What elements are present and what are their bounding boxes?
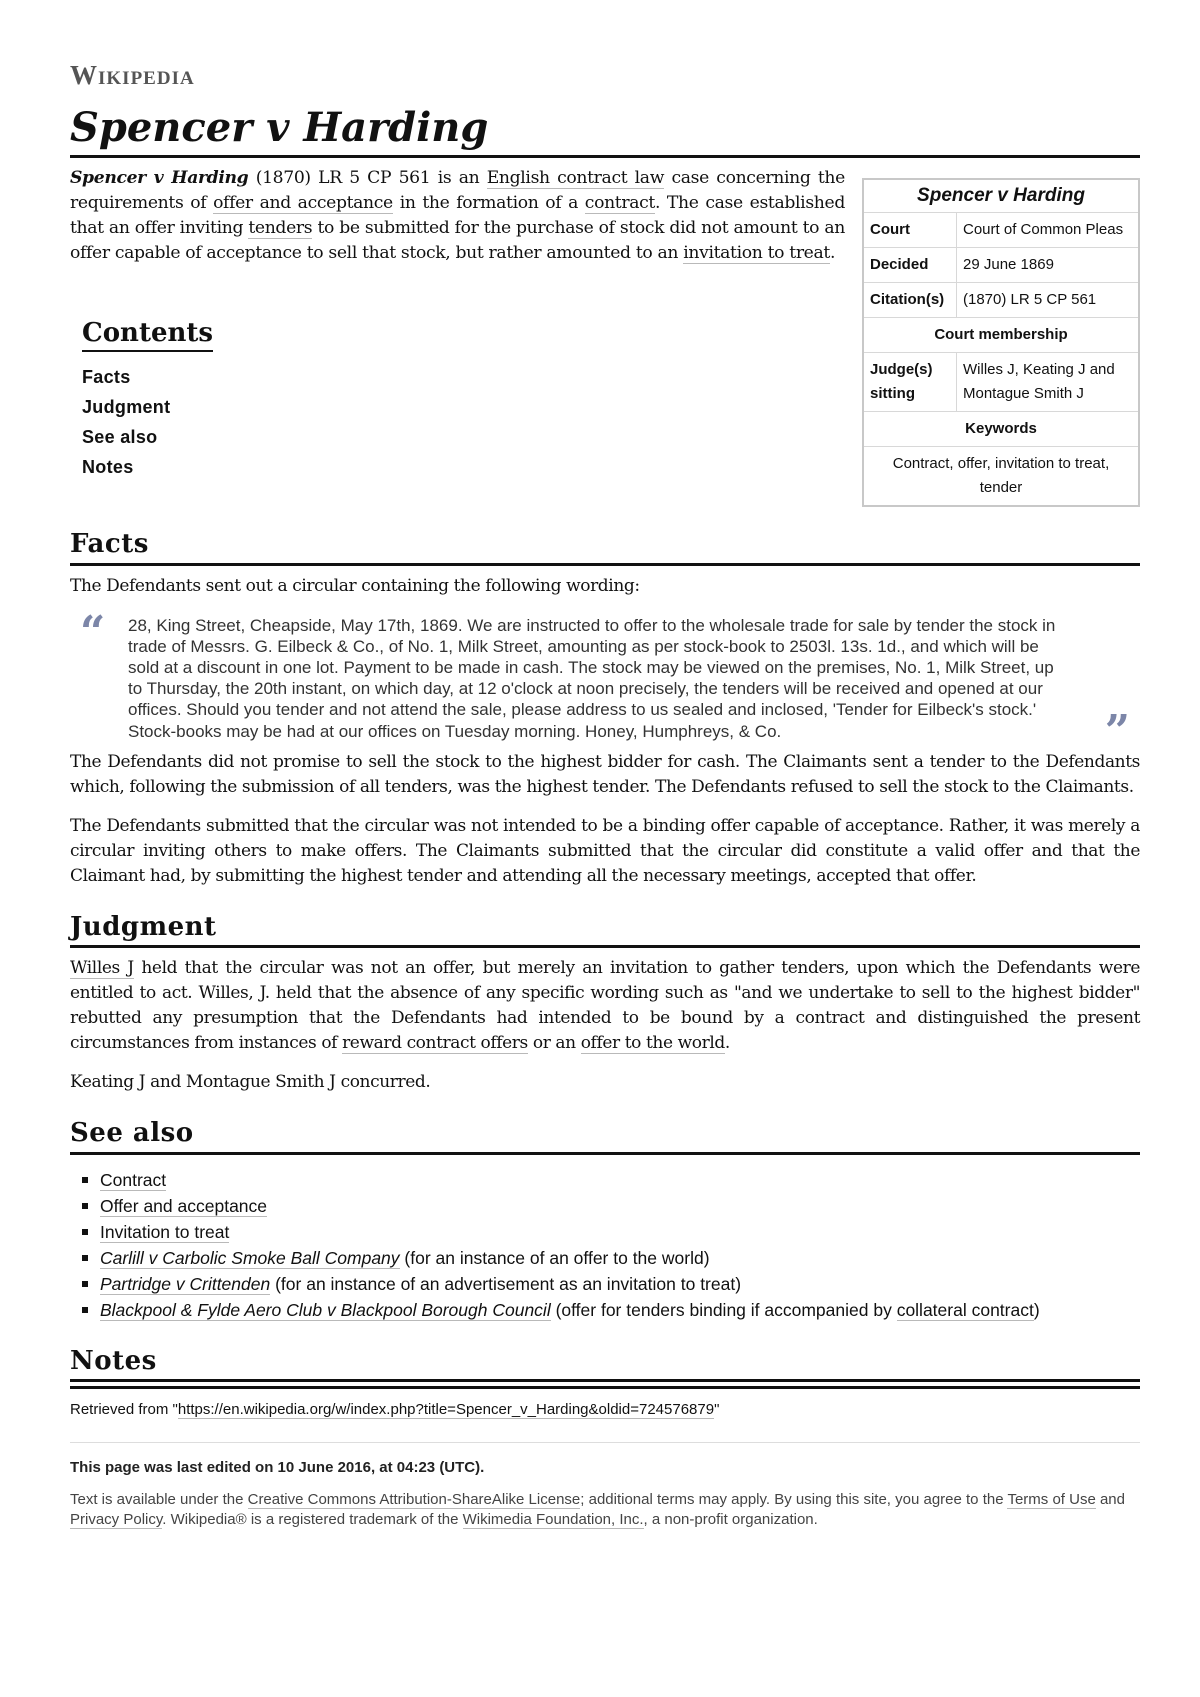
- case-infobox: [862, 178, 1140, 507]
- list-item: [70, 1297, 1140, 1323]
- link-reward-contract-offers[interactable]: reward contract offers: [342, 1033, 528, 1054]
- lead-text: (1870) LR 5 CP 561 is an: [248, 168, 487, 188]
- link-see-also-partridge[interactable]: Partridge v Crittenden: [100, 1273, 271, 1294]
- see-also-note-tail: ): [1033, 1299, 1040, 1320]
- license-fragment: , a non-profit organization.: [643, 1511, 818, 1529]
- link-offer-to-the-world[interactable]: offer to the world: [580, 1033, 725, 1054]
- circular-quote: [70, 606, 1140, 757]
- infobox-judges-value: Willes J, Keating J and Montague Smith J: [957, 353, 1140, 412]
- infobox-citation-label: Citation(s): [863, 283, 957, 318]
- link-see-also-offer-and-acceptance[interactable]: Offer and acceptance: [100, 1195, 268, 1216]
- list-item: [70, 1245, 1140, 1271]
- link-collateral-contract[interactable]: collateral contract: [896, 1299, 1034, 1320]
- link-terms-of-use[interactable]: Terms of Use: [1007, 1491, 1096, 1509]
- infobox-citation-value: (1870) LR 5 CP 561: [957, 283, 1140, 318]
- list-item: [70, 1271, 1140, 1297]
- facts-paragraph-1: The Defendants did not promise to sell the stock to the highest bidder for cash. The Claimants sent a tender to the Defendants which, following the submission of all tenders, was the highest tender. The Defendants refused to sell the stock to the Claimants.: [70, 751, 1140, 797]
- license-fragment: Text is available under the: [70, 1491, 248, 1509]
- license-fragment: . Wikipedia® is a registered trademark of the: [162, 1511, 463, 1529]
- judgment-text: held that the circular was not an offer, but merely an invitation to gather tenders, upon which the Defendants were entitled to act. Willes, J. held that the absence of any specific wording such as "and we undertake to sell to the highest bidder" rebutted any presumption that the Defendants had intended to be bound by a contract and distinguished the present circumstances from instances of: [70, 958, 1140, 1054]
- infobox-keywords-header: Keywords: [863, 412, 1139, 447]
- link-see-also-contract[interactable]: Contract: [100, 1169, 167, 1190]
- judgment-heading: Judgment: [70, 911, 1140, 949]
- judgment-text: .: [724, 1033, 730, 1054]
- link-offer-and-acceptance[interactable]: offer and acceptance: [213, 193, 393, 213]
- toc-item-judgment[interactable]: Judgment: [82, 397, 171, 417]
- lead-text: in the formation of a: [392, 193, 585, 213]
- see-also-note: (offer for tenders binding if accompanied by: [550, 1299, 897, 1320]
- toc-item-see-also[interactable]: See also: [82, 427, 158, 447]
- infobox-court-value: Court of Common Pleas: [957, 213, 1140, 248]
- last-edited: This page was last edited on 10 June 2016, at 04:23 (UTC).: [70, 1459, 485, 1477]
- open-quote-icon: “: [80, 606, 106, 658]
- retrieved-prefix: Retrieved from ": [70, 1401, 178, 1419]
- page-content: [70, 60, 1140, 1530]
- link-english-contract-law[interactable]: English contract law: [486, 168, 665, 188]
- lead-case-name: Spencer v Harding: [70, 168, 249, 188]
- license-text: [70, 1490, 1140, 1530]
- close-quote-icon: ”: [1104, 705, 1130, 757]
- link-wikimedia-foundation[interactable]: Wikimedia Foundation, Inc.: [462, 1511, 644, 1529]
- infobox-court-label: Court: [863, 213, 957, 248]
- lead-section: [70, 166, 1140, 506]
- link-contract[interactable]: contract: [584, 193, 655, 213]
- facts-intro: The Defendants sent out a circular containing the following wording:: [70, 575, 640, 596]
- lead-text: to be submitted for the purchase of stock did not amount to an offer capable of acceptance to sell that stock, but rather amounted to an: [70, 218, 845, 263]
- link-cc-by-sa[interactable]: Creative Commons Attribution-ShareAlike License: [247, 1491, 581, 1509]
- retrieved-from: [70, 1401, 1140, 1418]
- footer-divider: [70, 1442, 1140, 1443]
- toc-item-notes[interactable]: Notes: [82, 457, 134, 477]
- lead-text: . The case established that an offer inviting: [70, 193, 845, 238]
- link-tenders[interactable]: tenders: [248, 218, 313, 238]
- see-also-list: [70, 1167, 1140, 1323]
- infobox-title: Spencer v Harding: [863, 179, 1139, 213]
- license-fragment: ; additional terms may apply. By using this site, you agree to the: [580, 1491, 1008, 1509]
- lead-text: .: [829, 243, 836, 263]
- link-see-also-blackpool[interactable]: Blackpool & Fylde Aero Club v Blackpool Borough Council: [100, 1299, 551, 1320]
- infobox-keywords-value: Contract, offer, invitation to treat, tender: [863, 447, 1139, 507]
- infobox-judges-label: Judge(s) sitting: [863, 353, 957, 412]
- infobox-decided-value: 29 June 1869: [957, 248, 1140, 283]
- judgment-paragraph-1: [70, 956, 1140, 1056]
- license-fragment: and: [1095, 1491, 1125, 1509]
- see-also-note: (for an instance of an advertisement as an invitation to treat): [270, 1273, 742, 1294]
- list-item: [70, 1219, 1140, 1245]
- judgment-text: or an: [527, 1033, 581, 1054]
- circular-quote-text: 28, King Street, Cheapside, May 17th, 1869. We are instructed to offer to the wholesale trade for sale by tender the stock in trade of Messrs. G. Eilbeck & Co., of No. 1, Milk Street, amounting as per stock-book to 2503l. 13s. 1d., and which will be sold at a discount in one lot. Payment to be made in cash. The stock may be viewed on the premises, No. 1, Milk Street, up to Thursday, the 20th instant, on which day, at 12 o'clock at noon precisely, the tenders will be received and opened at our offices. Should you tender and not attend the sale, please address to us sealed and inclosed, 'Tender for Eilbeck's stock.' Stock-books may be had at our offices on Tuesday morning. Honey, Humphreys, & Co.: [128, 615, 1056, 741]
- link-see-also-carlill[interactable]: Carlill v Carbolic Smoke Ball Company: [100, 1247, 400, 1268]
- lead-text: case concerning the requirements of: [70, 168, 845, 213]
- facts-heading: Facts: [70, 528, 1140, 566]
- infobox-decided-label: Decided: [863, 248, 957, 283]
- retrieved-suffix: ": [714, 1401, 720, 1419]
- toc-item-facts[interactable]: Facts: [82, 367, 131, 387]
- wikipedia-wordmark[interactable]: Wikipedia: [70, 60, 195, 90]
- see-also-heading: See also: [70, 1117, 1140, 1155]
- list-item: [70, 1193, 1140, 1219]
- link-privacy-policy[interactable]: Privacy Policy: [70, 1511, 163, 1529]
- lead-paragraph: [70, 166, 845, 266]
- link-invitation-to-treat[interactable]: invitation to treat: [683, 243, 830, 263]
- toc-heading: Contents: [82, 318, 213, 352]
- facts-paragraph-2: The Defendants submitted that the circular was not intended to be a binding offer capable of acceptance. Rather, it was merely a circular inviting others to make offers. The Claimants submitted that the circular did constitute a valid offer and that the Claimant had, by submitting the highest tender and attending all the necessary meetings, accepted that offer.: [70, 815, 1140, 886]
- list-item: [70, 1167, 1140, 1193]
- link-retrieved-url[interactable]: https://en.wikipedia.org/w/index.php?title=Spencer_v_Harding&oldid=724576879: [177, 1401, 715, 1419]
- notes-heading: Notes: [70, 1345, 1140, 1383]
- link-willes-j[interactable]: Willes J: [70, 958, 134, 979]
- link-see-also-invitation-to-treat[interactable]: Invitation to treat: [100, 1221, 230, 1242]
- see-also-note: (for an instance of an offer to the world): [399, 1247, 710, 1268]
- infobox-court-membership-header: Court membership: [863, 318, 1139, 353]
- judgment-paragraph-2: Keating J and Montague Smith J concurred.: [70, 1072, 431, 1093]
- page-title: Spencer v Harding: [70, 105, 1140, 158]
- notes-divider: [70, 1386, 1140, 1389]
